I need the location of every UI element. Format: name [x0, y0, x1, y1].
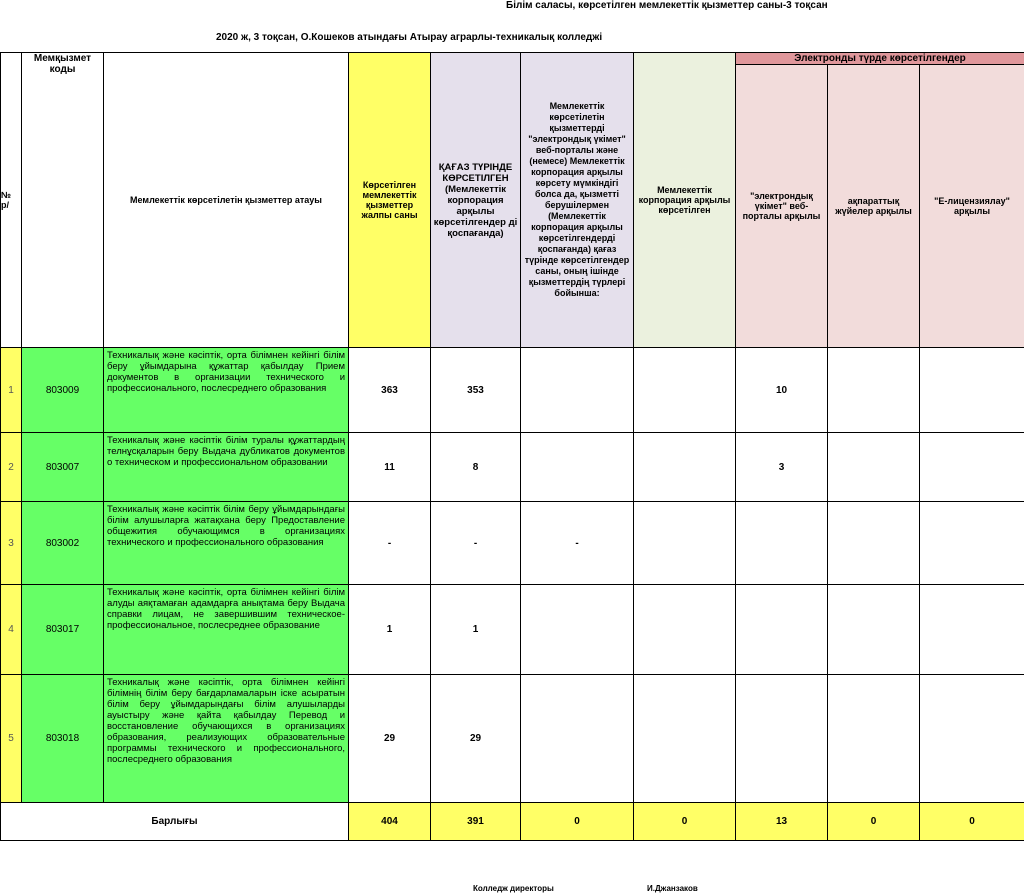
paper-services-count: -	[521, 502, 634, 585]
total-count: -	[349, 502, 431, 585]
paper-services-count	[521, 348, 634, 433]
service-name: Техникалық және кәсіптік, орта білімнен кейінгі білім беру ұйымдарына құжаттар қабылдау Прием документов в организации технического и профессионального, послесреднего образования	[104, 348, 349, 433]
report-title: Білім саласы, көрсетілген мемлекеттік қызметтер саны-3 тоқсан	[506, 0, 828, 11]
service-code: 803007	[22, 433, 104, 502]
director-label: Колледж директоры	[473, 884, 554, 893]
report-subtitle: 2020 ж, 3 тоқсан, О.Кошеков атындағы Атырау аграрлы-техникалық колледжі	[216, 32, 603, 43]
service-name: Техникалық және кәсіптік, орта білімнен кейінгі білім алуды аяқтамаған адамдарға анықтама беру Выдача справки лицам, не завершившим техническое-профессиональное, послесреднее образование	[104, 585, 349, 675]
info-systems-count	[828, 675, 920, 803]
director-name: И.Джанзаков	[647, 884, 698, 893]
paper-count: 1	[431, 585, 521, 675]
paper-services-count	[521, 585, 634, 675]
service-name: Техникалық және кәсіптік білім туралы құжаттардың телнұсқаларын беру Выдача дубликатов документов о техническом и профессиональном образовании	[104, 433, 349, 502]
table-row	[1, 348, 1024, 433]
egov-count: 10	[736, 348, 828, 433]
row-number: 5	[1, 675, 22, 803]
paper-count: 353	[431, 348, 521, 433]
egov-count	[736, 585, 828, 675]
corporation-count	[634, 585, 736, 675]
egov-count: 3	[736, 433, 828, 502]
total-count: 1	[349, 585, 431, 675]
elicense-count	[920, 433, 1024, 502]
info-systems-count	[828, 585, 920, 675]
row-number: 2	[1, 433, 22, 502]
corporation-count	[634, 675, 736, 803]
paper-services-count	[521, 433, 634, 502]
elicense-count	[920, 585, 1024, 675]
row-number: 4	[1, 585, 22, 675]
service-name: Техникалық және кәсіптік білім беру ұйымдарындағы білім алушыларға жатақхана беру Предоставление общежития обучающимся в организациях технического и профессионального образования	[104, 502, 349, 585]
elicense-count	[920, 502, 1024, 585]
header-corporation: Мемлекеттік корпорация арқылы көрсетілген	[634, 53, 736, 348]
elicense-count	[920, 348, 1024, 433]
totals-paper: 391	[431, 803, 521, 841]
table-row	[1, 433, 1024, 502]
totals-total: 404	[349, 803, 431, 841]
service-code: 803009	[22, 348, 104, 433]
totals-row	[1, 803, 1024, 841]
header-paper: ҚАҒАЗ ТҮРІНДЕ КӨРСЕТІЛГЕН (Мемлекеттік корпорация арқылы көрсетілгендер ді қоспағанда)	[431, 53, 521, 348]
totals-info-systems: 0	[828, 803, 920, 841]
egov-count	[736, 675, 828, 803]
elicense-count	[920, 675, 1024, 803]
totals-egov: 13	[736, 803, 828, 841]
corporation-count	[634, 348, 736, 433]
row-number: 3	[1, 502, 22, 585]
totals-elicense: 0	[920, 803, 1024, 841]
corporation-count	[634, 433, 736, 502]
table-row	[1, 502, 1024, 585]
header-code: Мемқызмет коды	[22, 53, 104, 348]
header-total: Көрсетілген мемлекеттік қызметтер жалпы саны	[349, 53, 431, 348]
header-no: № р/	[1, 53, 22, 348]
table-row	[1, 675, 1024, 803]
egov-count	[736, 502, 828, 585]
service-code: 803018	[22, 675, 104, 803]
total-count: 11	[349, 433, 431, 502]
header-electronic-group: Электронды түрде көрсетілгендер	[736, 53, 1024, 65]
corporation-count	[634, 502, 736, 585]
totals-label: Барлығы	[1, 803, 349, 841]
paper-count: -	[431, 502, 521, 585]
header-info-systems: ақпараттық жүйелер арқылы	[828, 65, 920, 348]
paper-count: 8	[431, 433, 521, 502]
info-systems-count	[828, 348, 920, 433]
table-row	[1, 585, 1024, 675]
header-elicense: "Е-лицензиялау" арқылы	[920, 65, 1024, 348]
totals-paper-services: 0	[521, 803, 634, 841]
total-count: 29	[349, 675, 431, 803]
info-systems-count	[828, 433, 920, 502]
totals-corporation: 0	[634, 803, 736, 841]
services-table	[0, 52, 1024, 841]
header-name: Мемлекеттік көрсетілетін қызметтер атауы	[104, 53, 349, 348]
info-systems-count	[828, 502, 920, 585]
paper-services-count	[521, 675, 634, 803]
header-egov: "электрондық үкімет" веб-порталы арқылы	[736, 65, 828, 348]
header-paper-services: Мемлекеттік көрсетілетін қызметтерді "электрондық үкімет" веб-порталы және (немесе) Мемлекеттік корпорация арқылы көрсету мүмкіндігі болса да, қызметті берушілермен (Мемлекеттік корпорация арқылы көрсетілгендерді қоспағанда) қағаз түрінде көрсетілгендер саны, оның ішінде қызметтердің түрлері бойынша:	[521, 53, 634, 348]
row-number: 1	[1, 348, 22, 433]
service-code: 803017	[22, 585, 104, 675]
paper-count: 29	[431, 675, 521, 803]
total-count: 363	[349, 348, 431, 433]
service-name: Техникалық және кәсіптік, орта білімнен кейінгі білімнің білім беру бағдарламаларын іске асыратын білім беру ұйымдарындағы білім алушыларды ауыстыру және қайта қабылдау Перевод и восстановление обучающихся в организациях образования, реализующих образовательные программы технического и профессионального, послесреднего образования	[104, 675, 349, 803]
service-code: 803002	[22, 502, 104, 585]
